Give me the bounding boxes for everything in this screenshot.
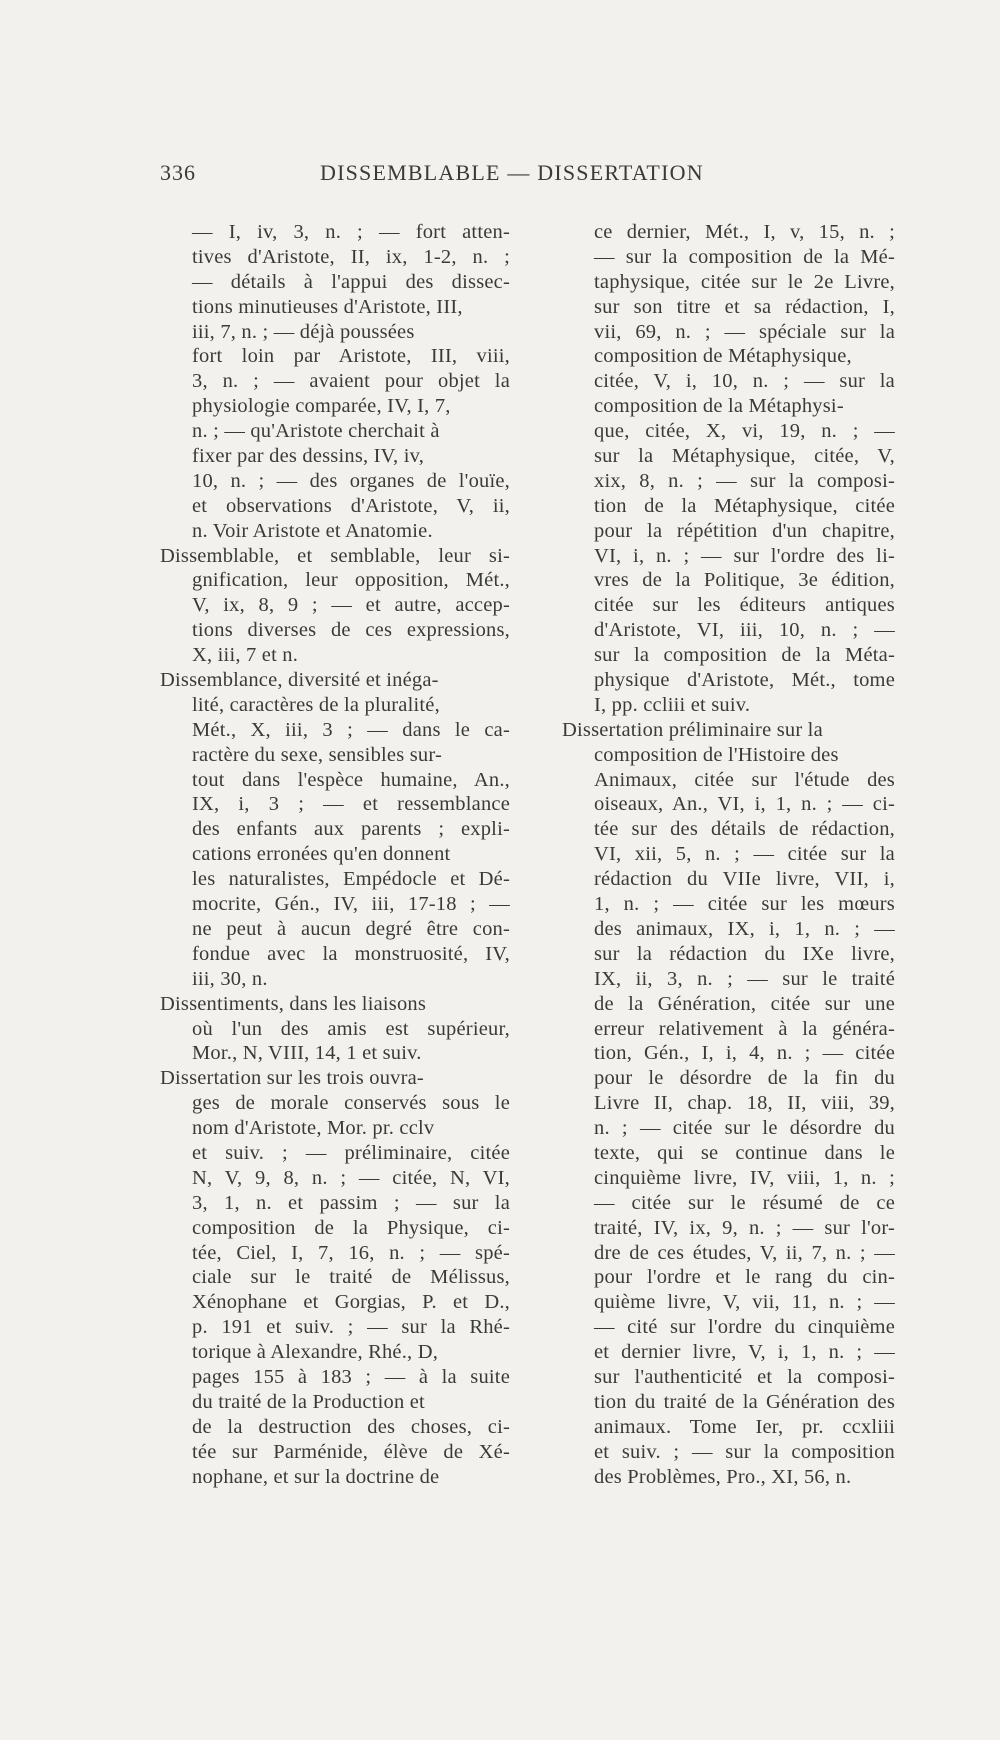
text-line: Mor., N, VIII, 14, 1 et suiv.: [192, 1042, 422, 1065]
text-line: tives d'Aristote, II, ix, 1-2, n. ;: [192, 245, 510, 268]
text-line: sur la composition de la Méta-: [594, 644, 895, 667]
text-line: composition de la Physique, ci-: [192, 1216, 510, 1239]
text-line: pages 155 à 183 ; — à la suite: [192, 1365, 510, 1388]
text-line: Dissertation préliminaire sur la: [562, 718, 823, 741]
text-line: Livre II, chap. 18, II, viii, 39,: [594, 1092, 895, 1115]
text-line: gnification, leur opposition, Mét.,: [192, 569, 510, 592]
text-line: p. 191 et suiv. ; — sur la Rhé-: [192, 1316, 510, 1339]
text-line: traité, IV, ix, 9, n. ; — sur l'or-: [594, 1216, 895, 1239]
page-header: [160, 160, 730, 190]
text-line: composition de l'Histoire des: [594, 743, 839, 766]
text-line: torique à Alexandre, Rhé., D,: [192, 1341, 439, 1364]
text-line: tions diverses de ces expressions,: [192, 619, 510, 642]
text-line: tout dans l'espèce humaine, An.,: [192, 768, 510, 791]
text-line: fondue avec la monstruosité, IV,: [192, 942, 510, 965]
text-line: VI, xii, 5, n. ; — citée sur la: [594, 843, 895, 866]
text-line: cinquième livre, IV, viii, 1, n. ;: [594, 1166, 895, 1189]
text-line: composition de la Métaphysi-: [594, 395, 844, 418]
text-line: n. Voir Aristote et Anatomie.: [192, 519, 433, 542]
text-line: sur la Métaphysique, citée, V,: [594, 445, 895, 468]
text-line: 3, n. ; — avaient pour objet la: [192, 370, 510, 393]
left-column: [160, 220, 510, 1489]
text-line: 1, n. ; — citée sur les mœurs: [594, 893, 895, 916]
text-line: IX, i, 3 ; — et ressemblance: [192, 793, 510, 816]
text-line: ne peut à aucun degré être con-: [192, 917, 510, 940]
text-line: iii, 7, n. ; — déjà poussées: [192, 320, 415, 343]
right-column: [562, 220, 895, 1489]
text-line: texte, qui se continue dans le: [594, 1141, 895, 1164]
text-line: ractère du sexe, sensibles sur-: [192, 743, 442, 766]
text-line: dre de ces études, V, ii, 7, n. ; —: [594, 1241, 895, 1264]
text-line: oiseaux, An., VI, i, 1, n. ; — ci-: [594, 793, 895, 816]
text-line: — détails à l'appui des dissec-: [192, 270, 510, 293]
text-line: IX, ii, 3, n. ; — sur le traité: [594, 967, 895, 990]
text-line: xix, 8, n. ; — sur la composi-: [594, 469, 895, 492]
text-line: — citée sur le résumé de ce: [594, 1191, 895, 1214]
text-line: nom d'Aristote, Mor. pr. cclv: [192, 1117, 435, 1140]
text-line: du traité de la Production et: [192, 1390, 425, 1413]
text-line: de la Génération, citée sur une: [594, 992, 895, 1015]
text-line: Dissemblable, et semblable, leur si-: [160, 544, 510, 567]
text-line: animaux. Tome Ier, pr. ccxliii: [594, 1415, 895, 1438]
text-line: physiologie comparée, IV, I, 7,: [192, 395, 451, 418]
text-line: — cité sur l'ordre du cinquième: [594, 1316, 895, 1339]
running-head: DISSEMBLABLE — DISSERTATION: [320, 160, 704, 185]
text-line: et dernier livre, V, i, 1, n. ; —: [594, 1341, 895, 1364]
text-line: et suiv. ; — préliminaire, citée: [192, 1141, 510, 1164]
text-line: X, iii, 7 et n.: [192, 644, 299, 667]
text-line: vii, 69, n. ; — spéciale sur la: [594, 320, 895, 343]
text-line: pour l'ordre et le rang du cin-: [594, 1266, 895, 1289]
text-line: d'Aristote, VI, iii, 10, n. ; —: [594, 619, 895, 642]
text-line: de la destruction des choses, ci-: [192, 1415, 510, 1438]
text-line: et observations d'Aristote, V, ii,: [192, 494, 510, 517]
text-line: Dissemblance, diversité et inéga-: [160, 669, 439, 692]
text-line: fort loin par Aristote, III, viii,: [192, 345, 510, 368]
page-number: 336: [160, 160, 196, 185]
text-line: où l'un des amis est supérieur,: [192, 1017, 510, 1040]
text-line: sur son titre et sa rédaction, I,: [594, 295, 895, 318]
text-line: rédaction du VIIe livre, VII, i,: [594, 868, 895, 891]
text-line: tion du traité de la Génération des: [594, 1390, 895, 1413]
text-line: Dissentiments, dans les liaisons: [160, 992, 427, 1015]
text-line: N, V, 9, 8, n. ; — citée, N, VI,: [192, 1166, 510, 1189]
text-line: — sur la composition de la Mé-: [594, 245, 895, 268]
text-line: tée sur des détails de rédaction,: [594, 818, 895, 841]
text-line: I, pp. ccliii et suiv.: [594, 693, 751, 716]
text-line: n. ; — citée sur le désordre du: [594, 1117, 895, 1140]
text-line: fixer par des dessins, IV, iv,: [192, 445, 425, 468]
text-line: tion de la Métaphysique, citée: [594, 494, 895, 517]
text-line: cations erronées qu'en donnent: [192, 843, 451, 866]
text-line: vres de la Politique, 3e édition,: [594, 569, 895, 592]
text-line: lité, caractères de la pluralité,: [192, 693, 440, 716]
text-line: les naturalistes, Empédocle et Dé-: [192, 868, 510, 891]
text-line: composition de Métaphysique,: [594, 345, 852, 368]
text-line: n. ; — qu'Aristote cherchait à: [192, 420, 440, 443]
text-line: tée sur Parménide, élève de Xé-: [192, 1440, 510, 1463]
text-line: Xénophane et Gorgias, P. et D.,: [192, 1291, 510, 1314]
text-line: des enfants aux parents ; expli-: [192, 818, 510, 841]
text-line: tée, Ciel, I, 7, 16, n. ; — spé-: [192, 1241, 510, 1264]
text-line: des animaux, IX, i, 1, n. ; —: [594, 917, 895, 940]
text-line: physique d'Aristote, Mét., tome: [594, 669, 895, 692]
text-line: ce dernier, Mét., I, v, 15, n. ;: [594, 221, 895, 243]
text-line: et suiv. ; — sur la composition: [594, 1440, 895, 1463]
text-line: sur l'authenticité et la composi-: [594, 1365, 895, 1388]
text-line: Mét., X, iii, 3 ; — dans le ca-: [192, 718, 510, 741]
text-line: ciale sur le traité de Mélissus,: [192, 1266, 510, 1289]
text-line: quième livre, V, vii, 11, n. ; —: [594, 1291, 895, 1314]
text-line: nophane, et sur la doctrine de: [192, 1465, 440, 1488]
text-line: 10, n. ; — des organes de l'ouïe,: [192, 469, 510, 492]
text-line: tion, Gén., I, i, 4, n. ; — citée: [594, 1042, 895, 1065]
text-line: mocrite, Gén., IV, iii, 17-18 ; —: [192, 893, 510, 916]
text-line: VI, i, n. ; — sur l'ordre des li-: [594, 544, 895, 567]
text-line: erreur relativement à la généra-: [594, 1017, 895, 1040]
text-line: pour le désordre de la fin du: [594, 1067, 895, 1090]
text-line: que, citée, X, vi, 19, n. ; —: [594, 420, 895, 443]
text-line: V, ix, 8, 9 ; — et autre, accep-: [192, 594, 510, 617]
text-line: des Problèmes, Pro., XI, 56, n.: [594, 1465, 852, 1488]
text-line: citée sur les éditeurs antiques: [594, 594, 895, 617]
text-line: ges de morale conservés sous le: [192, 1092, 510, 1115]
text-line: tions minutieuses d'Aristote, III,: [192, 295, 463, 318]
text-line: iii, 30, n.: [192, 967, 268, 990]
text-line: taphysique, citée sur le 2e Livre,: [594, 270, 895, 293]
text-line: pour la répétition d'un chapitre,: [594, 519, 895, 542]
text-line: Dissertation sur les trois ouvra-: [160, 1067, 424, 1090]
text-line: citée, V, i, 10, n. ; — sur la: [594, 370, 895, 393]
text-line: Animaux, citée sur l'étude des: [594, 768, 895, 791]
text-line: — I, iv, 3, n. ; — fort atten-: [192, 221, 510, 243]
text-line: sur la rédaction du IXe livre,: [594, 942, 895, 965]
text-line: 3, 1, n. et passim ; — sur la: [192, 1191, 510, 1214]
